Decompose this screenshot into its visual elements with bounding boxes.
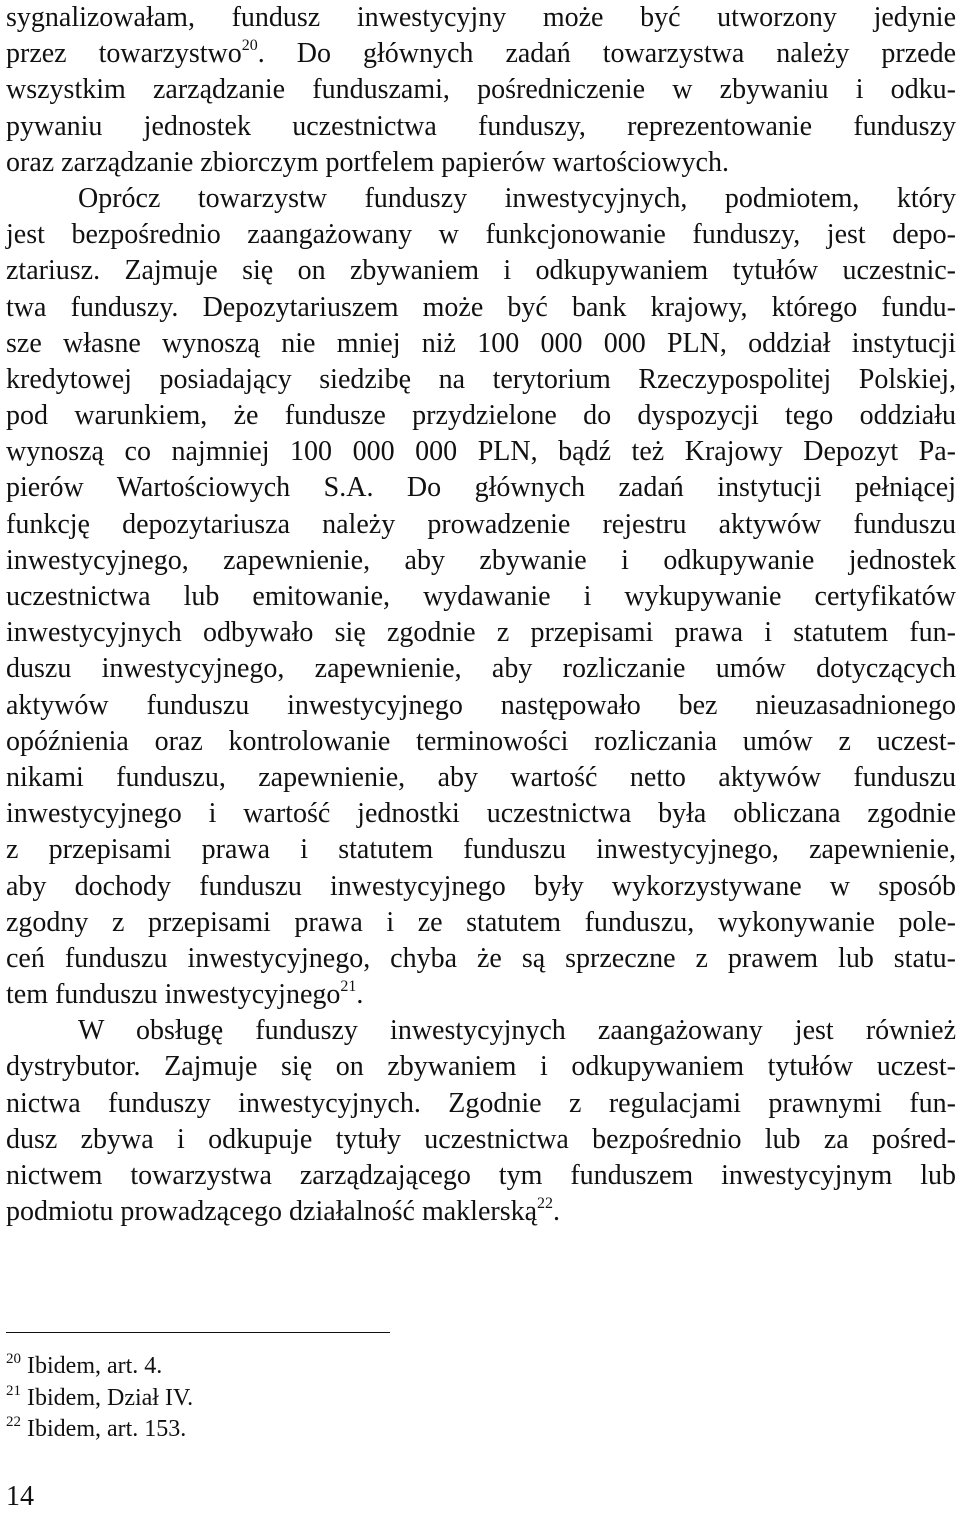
text-line: ceń funduszu inwestycyjnego, chyba że są sprzeczne z prawem lub statu-: [6, 942, 956, 974]
main-text: [6, 0, 956, 1230]
text-line: nikami funduszu, zapewnienie, aby wartość netto aktywów funduszu: [6, 761, 956, 793]
line-text: podmiotu prowadzącego działalność maklerską: [6, 1196, 538, 1228]
text-line: aktywów funduszu inwestycyjnego następowało bez nieuzasadnionego: [6, 689, 956, 721]
text-line: funkcję depozytariusza należy prowadzenie rejestru aktywów funduszu: [6, 508, 956, 540]
paragraph: [6, 0, 956, 181]
footnote-number: 20: [6, 1351, 21, 1367]
footnote-reference: 22: [537, 1195, 554, 1213]
page-number: 14: [6, 1481, 34, 1512]
text-line: duszu inwestycyjnego, zapewnienie, aby rozliczanie umów dotyczących: [6, 653, 956, 685]
footnote-text: Ibidem, Dział IV.: [27, 1384, 194, 1411]
line-text: .: [356, 979, 364, 1011]
footnote-separator: [6, 1332, 390, 1333]
text-line: dusz zbywa i odkupuje tytuły uczestnictwa bezpośrednio lub za pośred-: [6, 1123, 956, 1155]
text-line: sze własne wynoszą nie mniej niż 100 000 000 PLN, oddział instytucji: [6, 327, 956, 359]
text-line: nictwem towarzystwa zarządzającego tym funduszem inwestycyjnym lub: [6, 1160, 956, 1191]
text-line: twa funduszy. Depozytariuszem może być bank krajowy, którego fundu-: [6, 291, 956, 323]
text-line: oraz zarządzanie zbiorczym portfelem papierów wartościowych.: [6, 146, 729, 178]
text-line: uczestnictwa lub emitowanie, wydawanie i wykupywanie certyfikatów: [6, 581, 956, 612]
text-line: pod warunkiem, że fundusze przydzielone do dyspozycji tego oddziału: [6, 400, 956, 432]
paragraph: [6, 1013, 956, 1230]
text-line: inwestycyjnego i wartość jednostki uczestnictwa była obliczana zgodnie: [6, 798, 956, 830]
text-line: Oprócz towarzystw funduszy inwestycyjnych, podmiotem, który: [78, 182, 956, 214]
text-line: pierów Wartościowych S.A. Do głównych zadań instytucji pełniącej: [6, 472, 956, 504]
text-line: wynoszą co najmniej 100 000 000 PLN, bądź też Krajowy Depozyt Pa-: [6, 436, 956, 468]
text-line: pywaniu jednostek uczestnictwa funduszy, reprezentowanie funduszy: [6, 110, 956, 142]
text-line: inwestycyjnych odbywało się zgodnie z przepisami prawa i statutem fun-: [6, 617, 956, 649]
text-line: aby dochody funduszu inwestycyjnego były wykorzystywane w sposób: [6, 870, 956, 902]
footnote-number: 21: [6, 1382, 21, 1399]
footnote: [6, 1383, 193, 1415]
text-line: dystrybutor. Zajmuje się on zbywaniem i odkupywaniem tytułów uczest-: [6, 1051, 956, 1083]
text-line: sygnalizowałam, fundusz inwestycyjny może być utworzony jedynie: [6, 2, 956, 33]
text-line: nictwa funduszy inwestycyjnych. Zgodnie z regulacjami prawnymi fun-: [6, 1087, 956, 1119]
line-text: .: [553, 1196, 561, 1228]
footnote-text: Ibidem, art. 4.: [27, 1353, 163, 1379]
footnote: [6, 1351, 193, 1383]
text-line: kredytowej posiadający siedzibę na terytorium Rzeczypospolitej Polskiej,: [6, 363, 956, 395]
paragraph: [6, 181, 956, 1013]
text-line: zgodny z przepisami prawa i ze statutem funduszu, wykonywanie pole-: [6, 906, 956, 938]
page-body: [6, 0, 956, 1230]
text-line: opóźnienia oraz kontrolowanie terminowości rozliczania umów z uczest-: [6, 725, 956, 757]
footnote-reference: 21: [340, 978, 357, 996]
footnote-number: 22: [6, 1414, 21, 1430]
text-line: inwestycyjnego, zapewnienie, aby zbywanie i odkupywanie jednostek: [6, 544, 956, 576]
text-line: W obsługę funduszy inwestycyjnych zaangażowany jest również: [78, 1015, 956, 1047]
footnote-reference: 20: [241, 37, 258, 55]
text-line: jest bezpośrednio zaangażowany w funkcjonowanie funduszy, jest depo-: [6, 219, 956, 251]
text-line: wszystkim zarządzanie funduszami, pośredniczenie w zbywaniu i odku-: [6, 74, 956, 106]
line-text: tem funduszu inwestycyjnego: [6, 979, 341, 1011]
footnote: [6, 1414, 193, 1446]
text-line: [6, 36, 956, 72]
footnote-text: Ibidem, art. 153.: [27, 1416, 187, 1442]
line-text: . Do głównych zadań towarzystwa należy przede: [257, 38, 956, 70]
text-line: z przepisami prawa i statutem funduszu inwestycyjnego, zapewnienie,: [6, 834, 956, 866]
text-line: ztariusz. Zajmuje się on zbywaniem i odkupywaniem tytułów uczestnic-: [6, 255, 956, 287]
text-line: [6, 977, 956, 1013]
footnotes: [6, 1351, 193, 1446]
text-line: [6, 1194, 956, 1230]
line-text: przez towarzystwo: [6, 38, 242, 70]
